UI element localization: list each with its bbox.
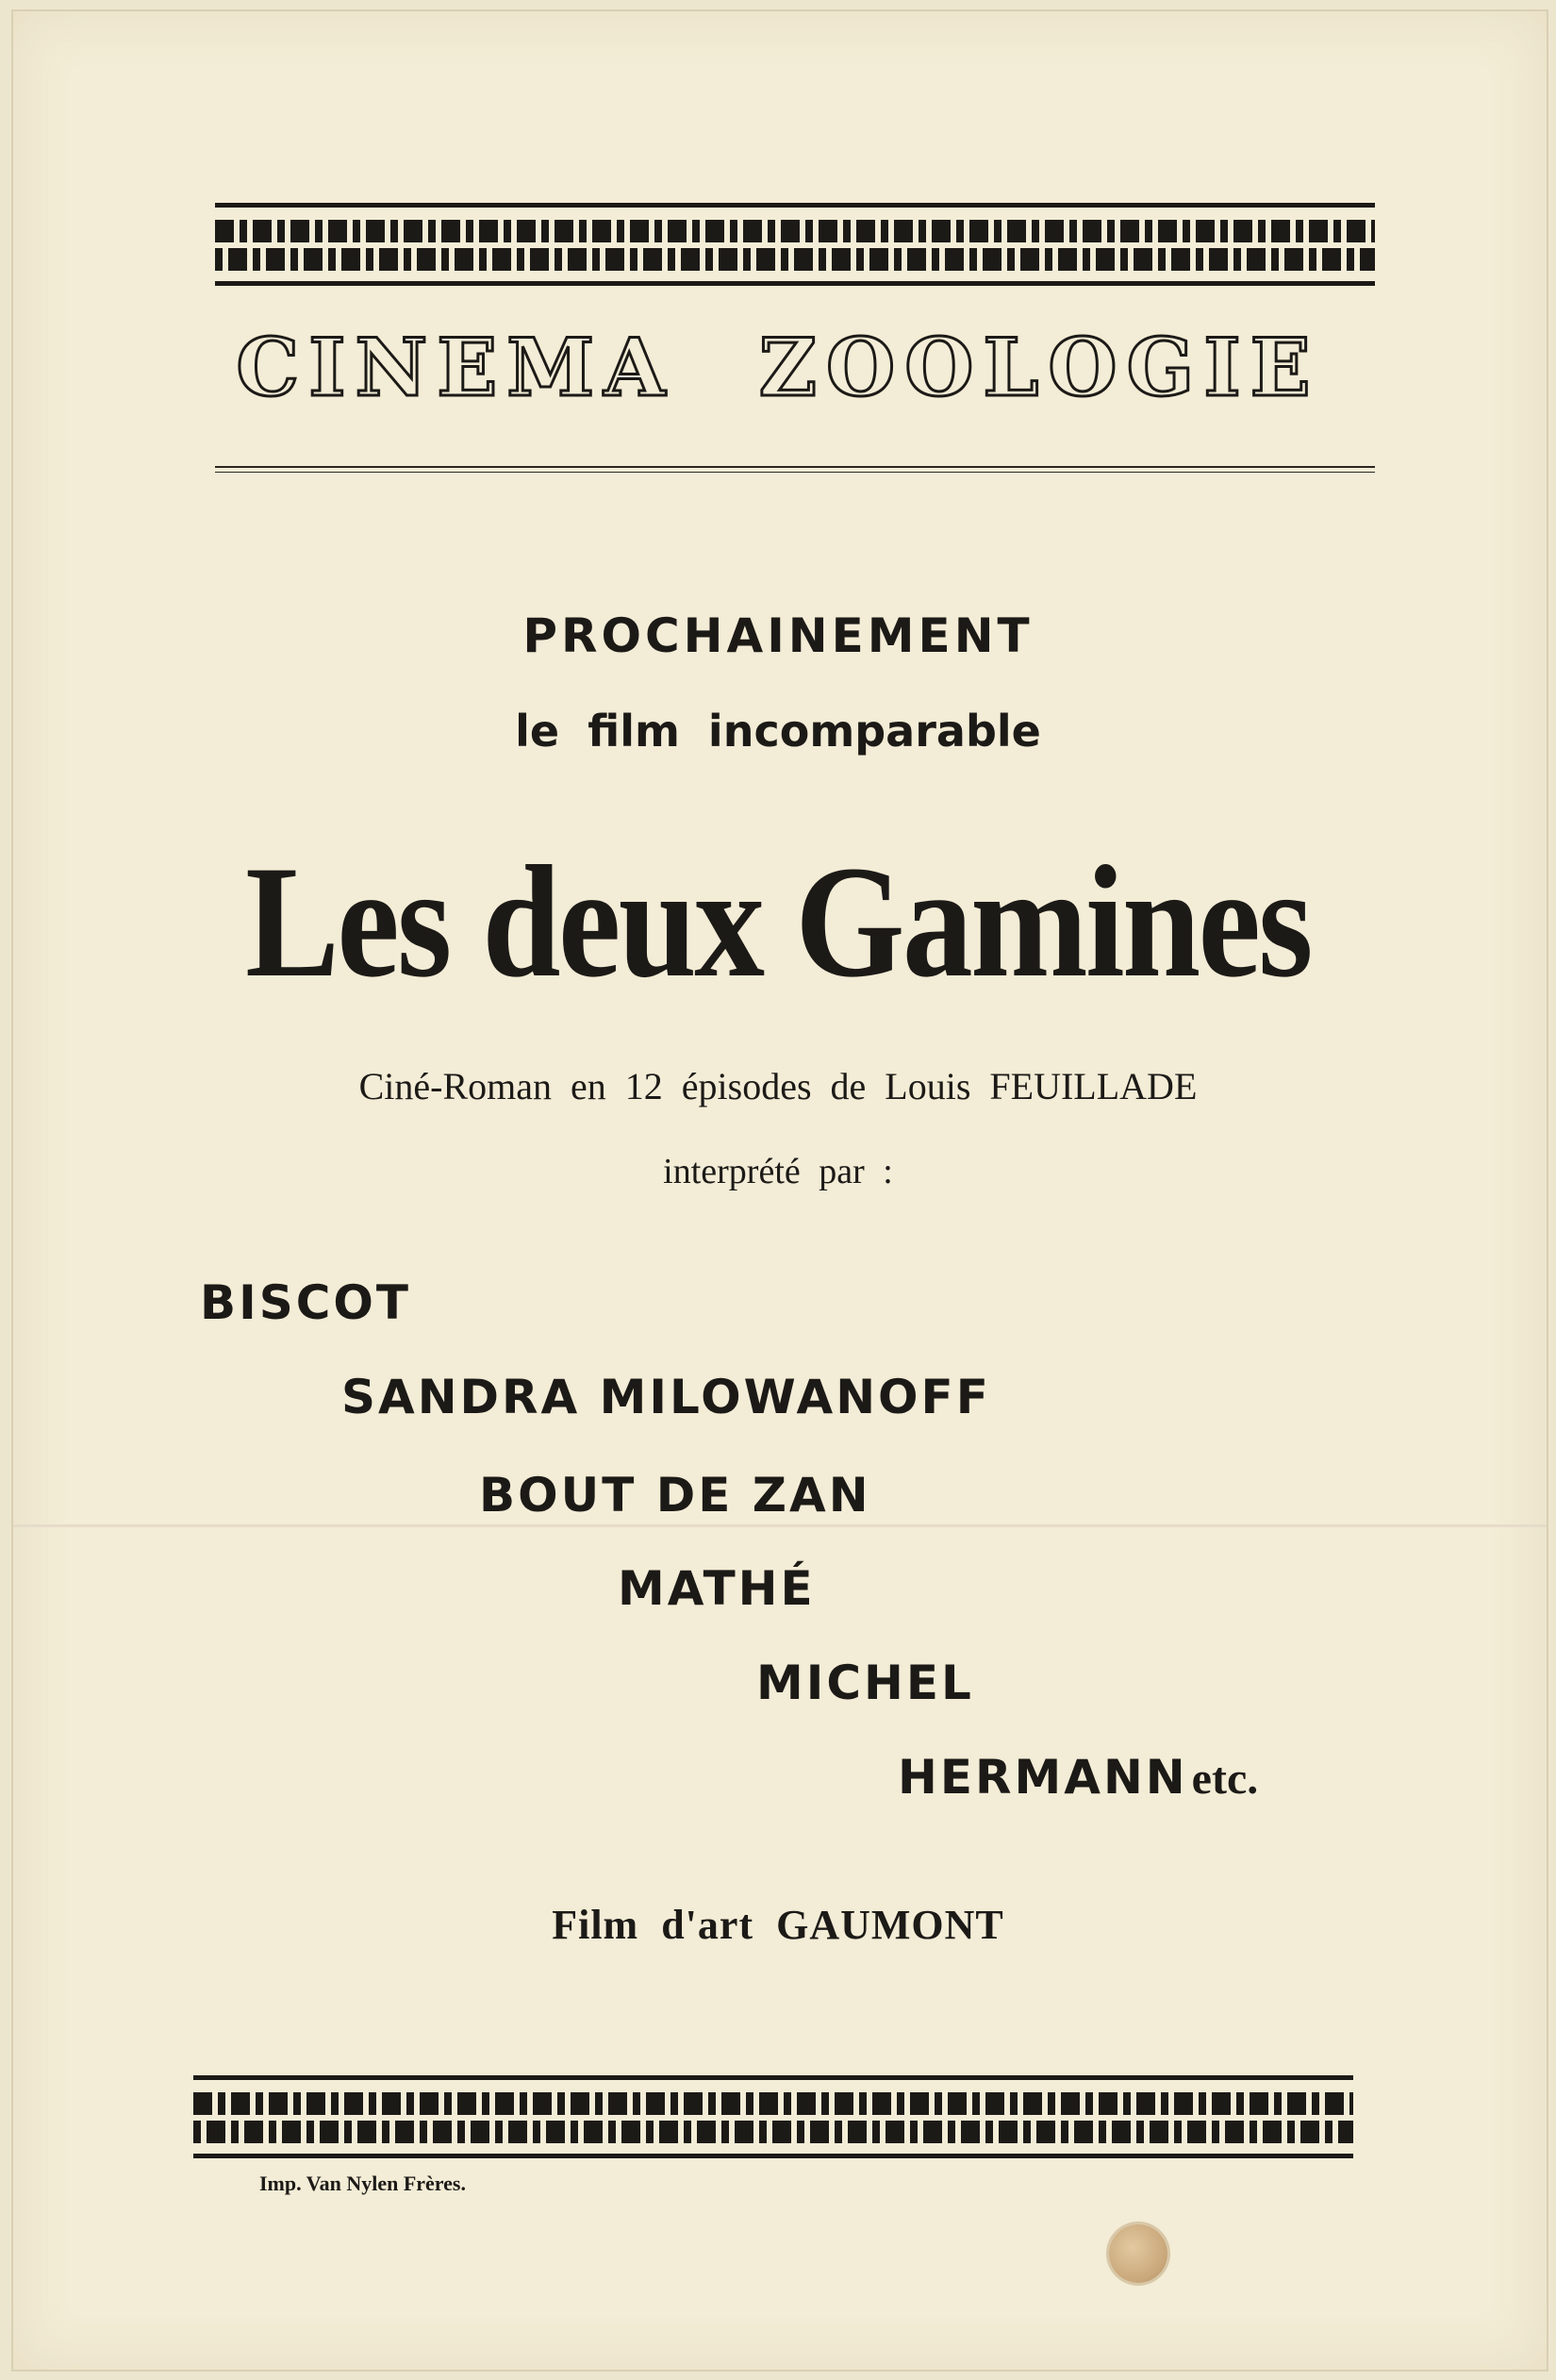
film-credit: Ciné-Roman en 12 épisodes de Louis FEUILLADE — [358, 1065, 1198, 1107]
cast-member: BOUT DE ZAN — [479, 1468, 871, 1523]
performed-by-label: interprété par : — [663, 1152, 893, 1191]
top-border-row-2 — [215, 248, 1375, 271]
announcement-heading: PROCHAINEMENT — [522, 608, 1034, 663]
top-border-row-1 — [215, 220, 1375, 242]
bottom-border-row-1 — [193, 2092, 1353, 2115]
top-ornamental-border — [215, 203, 1375, 286]
bottom-border-row-2 — [193, 2121, 1353, 2143]
cast-member: MATHÉ — [618, 1561, 816, 1616]
cast-suffix: etc. — [1191, 1754, 1259, 1804]
paper-fold-line — [13, 1524, 1547, 1527]
bottom-ornamental-border — [193, 2075, 1353, 2158]
cast-member: BISCOT — [200, 1275, 412, 1330]
venue-name: CINEMA ZOOLOGIE — [236, 321, 1320, 414]
pin-hole-mark — [1109, 2224, 1167, 2283]
cast-member: MICHEL — [756, 1656, 974, 1710]
studio-credit: Film d'art GAUMONT — [552, 1902, 1004, 1948]
printer-imprint: Imp. Van Nylen Frères. — [259, 2172, 466, 2195]
announcement-subtitle: le film incomparable — [515, 706, 1041, 757]
venue-underline-rule — [215, 466, 1375, 473]
cast-member: SANDRA MILOWANOFF — [341, 1370, 991, 1424]
cast-member: HERMANN — [898, 1750, 1188, 1805]
cast-last-line — [898, 1750, 1258, 1805]
film-title: Les deux Gamines — [245, 833, 1311, 1010]
